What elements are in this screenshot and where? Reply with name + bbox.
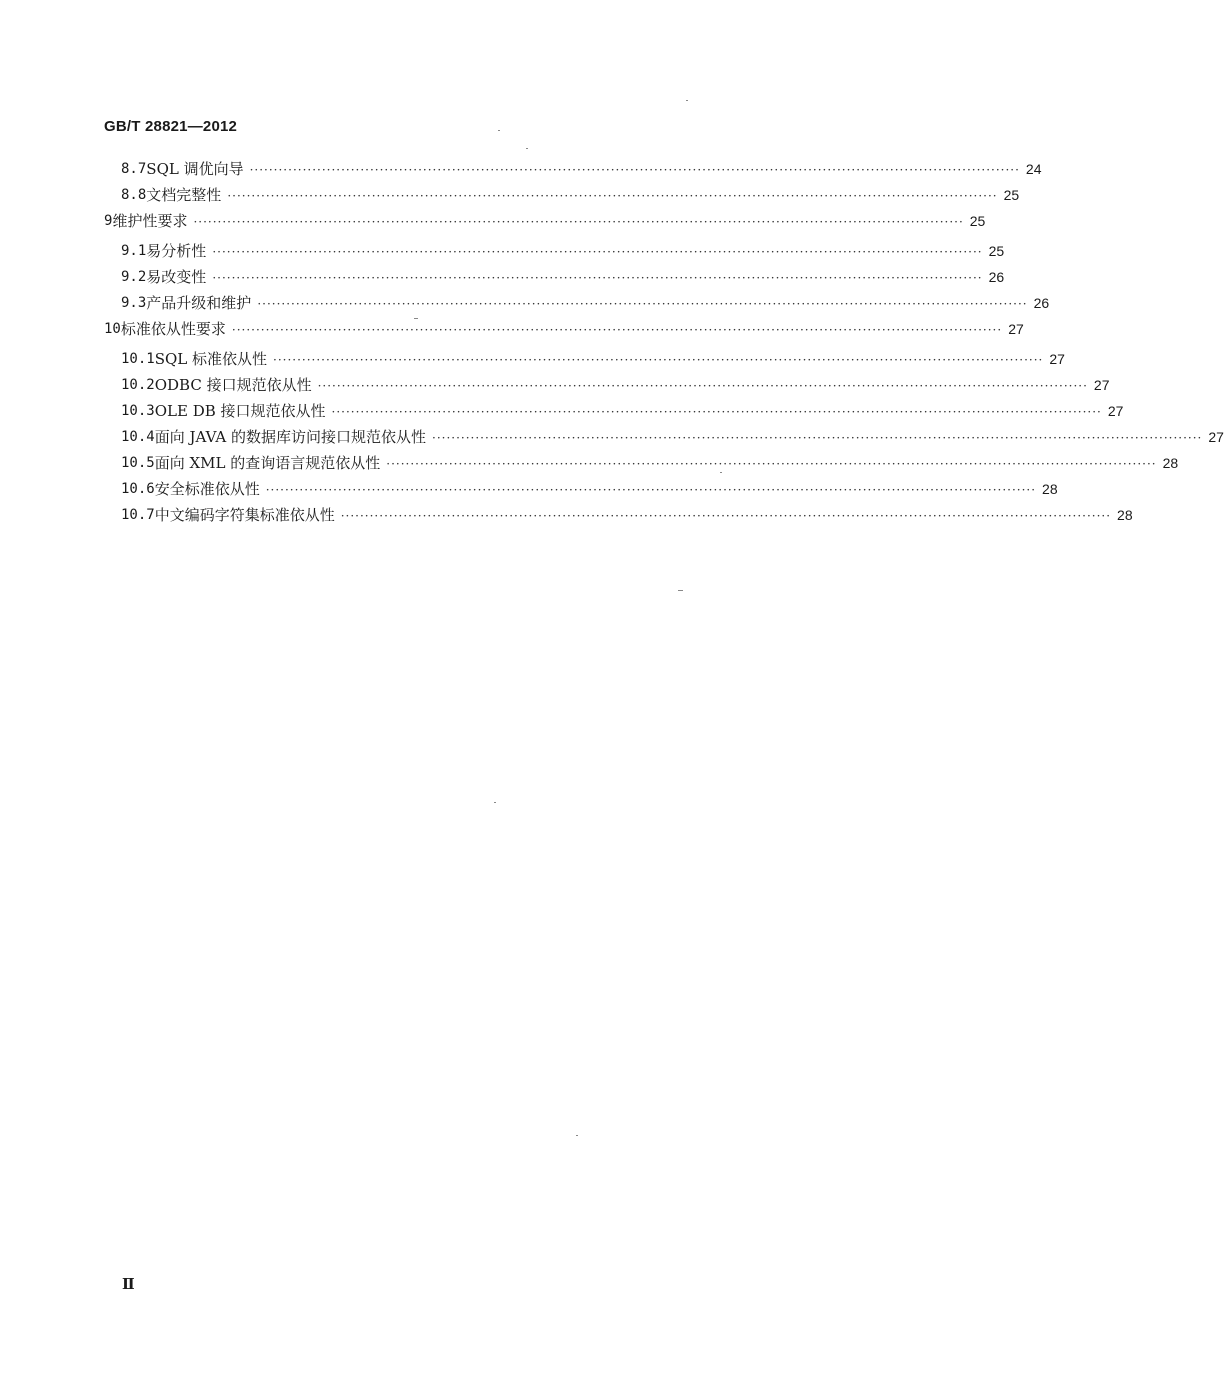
toc-entry-number: 10.3 [121,403,155,419]
toc-entry-number: 9.1 [121,243,147,259]
toc-entry-page: 24 [1025,161,1042,177]
toc-entry-title: 面向 XML 的查询语言规范依从性 [154,454,381,472]
toc-leader-dots: ································································································································································ [212,245,983,259]
toc-entry [104,318,1024,340]
toc-entry-number: 10.5 [121,455,155,471]
toc-entry [121,478,1058,500]
toc-leader-dots: ································································································································································ [331,405,1102,419]
toc-leader-dots: ································································································································································ [227,189,998,203]
toc-entry-page: 28 [1117,507,1133,523]
toc-entry-title: SQL 标准依从性 [154,350,268,368]
toc-entry-page: 25 [988,243,1005,259]
toc-leader-dots: ································································································································································ [265,483,1037,497]
toc-entry-number: 9 [104,213,113,229]
toc-entry-title: 中文编码字符集标准依从性 [154,506,335,524]
toc-leader-dots: ································································································································································ [231,323,1003,337]
toc-entry [121,374,1110,396]
scan-speck [720,472,722,473]
toc-entry [121,266,1005,288]
toc-leader-dots: ································································································································································ [212,271,983,285]
toc-entry [121,348,1065,370]
toc-entry [121,158,1042,180]
toc-entry-page: 26 [988,269,1005,285]
toc-entry-number: 9.3 [121,295,147,311]
scan-speck [686,100,688,101]
toc-entry [121,240,1005,262]
toc-entry-title: 安全标准依从性 [154,480,260,498]
toc-entry-number: 10.2 [121,377,155,393]
toc-entry-number: 9.2 [121,269,147,285]
toc-entry [121,184,1020,206]
scan-speck [576,1135,578,1136]
toc-entry-page: 28 [1162,455,1179,471]
scan-speck [494,802,496,803]
toc-entry-number: 8.8 [121,187,147,203]
toc-entry-page: 27 [1008,321,1024,337]
scan-speck [498,130,500,131]
toc-entry-number: 10.4 [121,429,155,445]
toc-entry-title: 易分析性 [146,242,207,260]
toc-leader-dots: ································································································································································ [340,509,1112,523]
toc-entry [121,426,1224,448]
toc-entry-title: OLE DB 接口规范依从性 [154,402,326,420]
toc-entry-number: 8.7 [121,161,147,177]
toc-entry-number: 10.6 [121,481,155,497]
toc-entry-page: 27 [1208,429,1224,445]
toc-entry-title: 标准依从性要求 [120,320,226,338]
toc-leader-dots: ································································································································································ [432,431,1203,445]
toc-entry [121,452,1179,474]
toc-entry-title: 维护性要求 [112,212,188,230]
toc-entry-page: 26 [1033,295,1050,311]
toc-entry [121,504,1133,526]
toc-entry-title: 面向 JAVA 的数据库访问接口规范依从性 [154,428,427,446]
toc-entry-title: 易改变性 [146,268,207,286]
toc-entry-page: 27 [1049,351,1065,367]
toc-entry-title: 产品升级和维护 [146,294,252,312]
toc-leader-dots: ································································································································································ [193,215,964,229]
toc-entry-number: 10.7 [121,507,155,523]
toc-entry [121,292,1050,314]
toc-entry-page: 25 [1003,187,1020,203]
toc-entry [104,210,986,232]
scan-speck [678,590,683,591]
scan-speck [414,318,418,319]
toc-entry-number: 10.1 [121,351,155,367]
toc-entry-title: SQL 调优向导 [146,160,244,178]
page-number-footer: Ⅱ [122,1275,135,1293]
toc-entry-title: 文档完整性 [146,186,222,204]
toc-entry-number: 10 [104,321,121,337]
standard-code-header: GB/T 28821—2012 [104,118,238,135]
toc-entry-page: 25 [969,213,986,229]
toc-leader-dots: ································································································································································ [386,457,1157,471]
toc-entry [121,400,1124,422]
toc-leader-dots: ································································································································································ [249,163,1020,177]
scan-speck [526,148,528,149]
toc-entry-page: 27 [1093,377,1110,393]
toc-leader-dots: ································································································································································ [317,379,1088,393]
toc-entry-page: 27 [1107,403,1124,419]
toc-entry-page: 28 [1042,481,1058,497]
toc-leader-dots: ································································································································································ [273,353,1044,367]
toc-leader-dots: ································································································································································ [257,297,1028,311]
toc-entry-title: ODBC 接口规范依从性 [154,376,312,394]
